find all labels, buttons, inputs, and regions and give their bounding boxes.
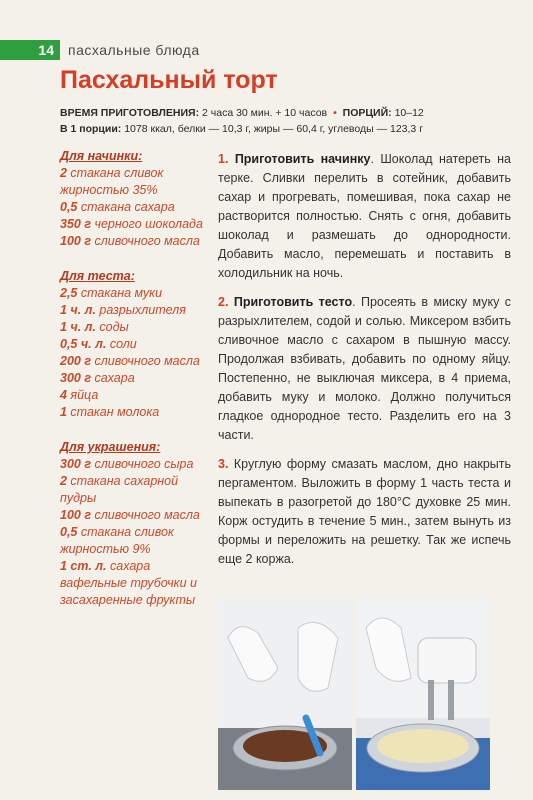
- step-title: Приготовить начинку: [234, 152, 371, 166]
- ingredient-item: [60, 507, 210, 524]
- recipe-meta: [60, 105, 424, 137]
- ingredient-qty: 2,5: [60, 286, 78, 300]
- ingredient-item: [60, 370, 210, 387]
- ingredient-item: [60, 319, 210, 336]
- ingredient-name: соли: [106, 337, 137, 351]
- group-title: Для теста:: [60, 269, 135, 283]
- ingredients-decoration: [60, 439, 210, 609]
- ingredient-name: стакан молока: [66, 405, 160, 419]
- recipe-title: Пасхальный торт: [60, 66, 278, 94]
- time-value: 2 часа 30 мин. + 10 часов: [202, 107, 328, 119]
- ingredient-qty: 100 г: [60, 234, 91, 248]
- ingredient-qty: 350 г: [60, 217, 91, 231]
- ingredient-name: разрыхлителя: [95, 303, 186, 317]
- ingredient-qty: 4: [60, 388, 67, 402]
- ingredient-item: [60, 336, 210, 353]
- step-3: [218, 455, 511, 569]
- ingredient-qty: 2: [60, 166, 67, 180]
- ingredient-name: сливочного масла: [91, 508, 200, 522]
- ingredients-dough: [60, 268, 210, 421]
- ingredient-name: сливочного масла: [91, 354, 200, 368]
- ingredient-item: [60, 558, 210, 575]
- instructions-column: [218, 150, 511, 579]
- ingredient-item: [60, 233, 210, 250]
- ingredient-item: [60, 216, 210, 233]
- ingredients-filling: [60, 148, 210, 250]
- meta-line-time: [60, 105, 424, 121]
- ingredient-item: [60, 353, 210, 370]
- photo-melting-chocolate-image: [218, 598, 352, 790]
- photo-melting-chocolate: [218, 598, 352, 790]
- ingredients-column: [60, 148, 210, 627]
- step-text: . Шоколад натереть на терке. Сливки перелить в сотейник, добавить сахар и прогревать, помешивая, пока сахар не растворится полностью. Снять с огня, добавить шоколад и размешать до однородности. Добавить масло, перемешать и поставить в холодильник на ночь.: [218, 152, 512, 280]
- ingredient-qty: 1: [60, 405, 67, 419]
- ingredient-name: соды: [95, 320, 129, 334]
- nutrition-value: 1078 ккал, белки — 10,3 г, жиры — 60,4 г, углеводы — 123,3 г: [124, 123, 424, 135]
- ingredient-name: черного шоколада: [91, 217, 203, 231]
- ingredient-item: [60, 404, 210, 421]
- ingredient-name: сливочного масла: [91, 234, 200, 248]
- ingredient-name: сливочного сыра: [91, 457, 194, 471]
- ingredient-qty: 1 ч. л.: [60, 320, 96, 334]
- step-text: . Просеять в миску муку с разрыхлителем, содой и солью. Миксером взбить сливочное масло с сахаром в пышную массу. Продолжая взбивать, добавить по одному яйцу. Постепенно, не выключая миксера, в 4 приема, добавить муку и молоко. Должно получиться гладкое однородное тесто. Разделить его на 3 части.: [218, 295, 511, 442]
- ingredient-name: сахара: [106, 559, 151, 573]
- photo-mixing-dough: [356, 598, 490, 790]
- ingredient-name: стакана сливок жирностью 9%: [60, 525, 174, 556]
- step-number: 1.: [218, 152, 229, 166]
- ingredient-qty: 2: [60, 474, 67, 488]
- ingredient-item: [60, 285, 210, 302]
- ingredient-item: [60, 199, 210, 216]
- step-number: 2.: [218, 295, 229, 309]
- ingredient-qty: 0,5: [60, 200, 78, 214]
- ingredient-item: [60, 165, 210, 199]
- page-number: 14: [0, 40, 60, 60]
- group-title: Для украшения:: [60, 440, 161, 454]
- group-title: Для начинки:: [60, 149, 143, 163]
- step-2: [218, 293, 511, 445]
- portions-label: ПОРЦИЙ:: [342, 107, 392, 119]
- ingredient-qty: 0,5 ч. л.: [60, 337, 107, 351]
- step-text: Круглую форму смазать маслом, дно накрыть пергаментом. Выложить в форму 1 часть теста и выпекать в разогретой до 180°С духовке 25 мин. Корж остудить в течение 5 мин., затем вынуть из формы и переложить на решетку. Так же испечь еще 2 коржа.: [218, 457, 512, 566]
- ingredient-qty: 300 г: [60, 457, 91, 471]
- ingredient-item: [60, 524, 210, 558]
- ingredient-name: стакана сахарной пудры: [60, 474, 179, 505]
- step-number: 3.: [218, 457, 229, 471]
- ingredient-qty: 1 ч. л.: [60, 303, 96, 317]
- time-label: ВРЕМЯ ПРИГОТОВЛЕНИЯ:: [60, 107, 200, 119]
- step-title: Приготовить тесто: [233, 295, 353, 309]
- ingredient-qty: 300 г: [60, 371, 91, 385]
- ingredient-item: [60, 456, 210, 473]
- ingredient-item: [60, 473, 210, 507]
- ingredient-name: сахара: [91, 371, 135, 385]
- ingredient-qty: 200 г: [60, 354, 91, 368]
- ingredient-name: вафельные трубочки и засахаренные фрукты: [60, 576, 197, 607]
- page-header: [0, 40, 533, 60]
- ingredient-item: [60, 575, 210, 609]
- ingredient-qty: 0,5: [60, 525, 78, 539]
- ingredient-name: стакана сливок жирностью 35%: [60, 166, 164, 197]
- ingredient-name: стакана сахара: [77, 200, 175, 214]
- step-photos: [218, 598, 490, 790]
- ingredient-name: яйца: [66, 388, 99, 402]
- ingredient-qty: 1 ст. л.: [60, 559, 107, 573]
- section-title: пасхальные блюда: [68, 42, 200, 58]
- photo-mixing-dough-image: [356, 598, 490, 790]
- step-1: [218, 150, 511, 283]
- nutrition-label: В 1 порции:: [60, 123, 122, 135]
- meta-line-nutrition: [60, 121, 424, 137]
- ingredient-item: [60, 387, 210, 404]
- ingredient-qty: 100 г: [60, 508, 91, 522]
- ingredient-name: стакана муки: [77, 286, 163, 300]
- ingredient-item: [60, 302, 210, 319]
- separator-dot: •: [333, 107, 337, 119]
- portions-value: 10–12: [394, 107, 424, 119]
